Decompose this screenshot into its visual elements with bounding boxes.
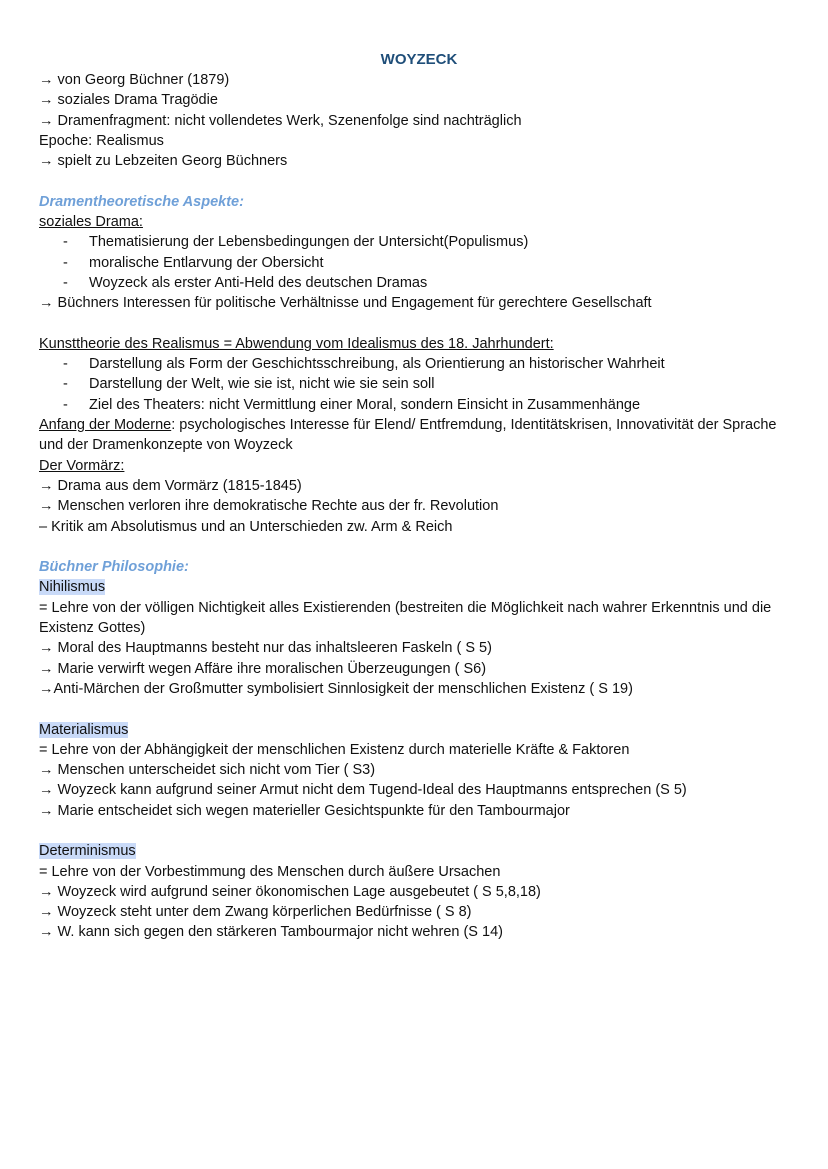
nihilismus-line: →Anti-Märchen der Großmutter symbolisiert Sinnlosigkeit der menschlichen Existenz ( S 19) (39, 680, 633, 697)
list-item: - Woyzeck als erster Anti-Held des deutschen Dramas (63, 274, 428, 291)
bullet-list-kunsttheorie (39, 354, 799, 415)
vormaerz-line: → Drama aus dem Vormärz (1815-1845) (39, 477, 302, 494)
subheading-soziales-drama: soziales Drama: (39, 214, 143, 231)
determinismus-line: → Woyzeck steht unter dem Zwang körperlichen Bedürfnisse ( S 8) (39, 904, 472, 921)
subheading-materialismus: Materialismus (39, 721, 129, 738)
intro-line: Epoche: Realismus (39, 132, 164, 149)
document-page (39, 50, 799, 943)
vormaerz-line: → Menschen verloren ihre demokratische Rechte aus der fr. Revolution (39, 498, 499, 515)
definition-materialismus: = Lehre von der Abhängigkeit der menschlichen Existenz durch materielle Kräfte & Faktoren (39, 741, 630, 758)
nihilismus-line: → Marie verwirft wegen Affäre ihre moralischen Überzeugungen ( S6) (39, 660, 487, 677)
definition-determinismus: = Lehre von der Vorbestimmung des Menschen durch äußere Ursachen (39, 863, 501, 880)
subheading-determinismus: Determinismus (39, 843, 136, 860)
spacer (39, 537, 799, 557)
spacer (39, 821, 799, 841)
materialismus-line: → Woyzeck kann aufgrund seiner Armut nicht dem Tugend-Ideal des Hauptmanns entsprechen (S 5) (39, 782, 687, 799)
intro-line: → spielt zu Lebzeiten Georg Büchners (39, 153, 288, 170)
bullet-list-soziales-drama (39, 232, 799, 293)
subheading-moderne: Anfang der Moderne (39, 417, 172, 434)
spacer (39, 314, 799, 334)
spacer (39, 171, 799, 191)
definition-nihilismus: = Lehre von der völligen Nichtigkeit alles Existierenden (bestreiten die Möglichkeit nach wahrer Erkenntnis und die Existenz Gottes) (39, 599, 776, 637)
determinismus-line: → Woyzeck wird aufgrund seiner ökonomischen Lage ausgebeutet ( S 5,8,18) (39, 883, 541, 900)
section-heading-philosophie: Büchner Philosophie: (39, 559, 189, 576)
intro-line: → Dramenfragment: nicht vollendetes Werk, Szenenfolge sind nachträglich (39, 112, 522, 129)
conclusion-line: → Büchners Interessen für politische Verhältnisse und Engagement für gerechtere Gesellschaft (39, 295, 652, 312)
materialismus-line: → Menschen unterscheidet sich nicht vom Tier ( S3) (39, 762, 376, 779)
section-heading-dramentheorie: Dramentheoretische Aspekte: (39, 193, 244, 210)
intro-line: → soziales Drama Tragödie (39, 92, 218, 109)
list-item: - moralische Entlarvung der Obersicht (63, 254, 324, 271)
vormaerz-line: – Kritik am Absolutismus und an Unterschieden zw. Arm & Reich (39, 518, 453, 535)
subheading-nihilismus: Nihilismus (39, 579, 106, 596)
list-item: - Ziel des Theaters: nicht Vermittlung einer Moral, sondern Einsicht in Zusammenhänge (63, 396, 641, 413)
list-item: - Darstellung als Form der Geschichtsschreibung, als Orientierung an historischer Wahrheit (63, 356, 665, 373)
intro-line: → von Georg Büchner (1879) (39, 72, 230, 88)
page-title: WOYZECK (380, 51, 458, 68)
subheading-kunsttheorie: Kunsttheorie des Realismus = Abwendung vom Idealismus des 18. Jahrhundert: (39, 335, 554, 352)
determinismus-line: → W. kann sich gegen den stärkeren Tambourmajor nicht wehren (S 14) (39, 924, 503, 941)
subheading-vormaerz: Der Vormärz: (39, 457, 125, 474)
materialismus-line: → Marie entscheidet sich wegen materieller Gesichtspunkte für den Tambourmajor (39, 802, 570, 819)
list-item: - Darstellung der Welt, wie sie ist, nicht wie sie sein soll (63, 376, 435, 393)
list-item: - Thematisierung der Lebensbedingungen der Untersicht(Populismus) (63, 234, 529, 251)
moderne-paragraph: Anfang der Moderne: psychologisches Interesse für Elend/ Entfremdung, Identitätskrisen, Innovativität der Sprache und der Dramenkonzepte von Woyzeck (39, 417, 781, 454)
spacer (39, 699, 799, 719)
nihilismus-line: → Moral des Hauptmanns besteht nur das inhaltsleeren Faskeln ( S 5) (39, 640, 492, 657)
